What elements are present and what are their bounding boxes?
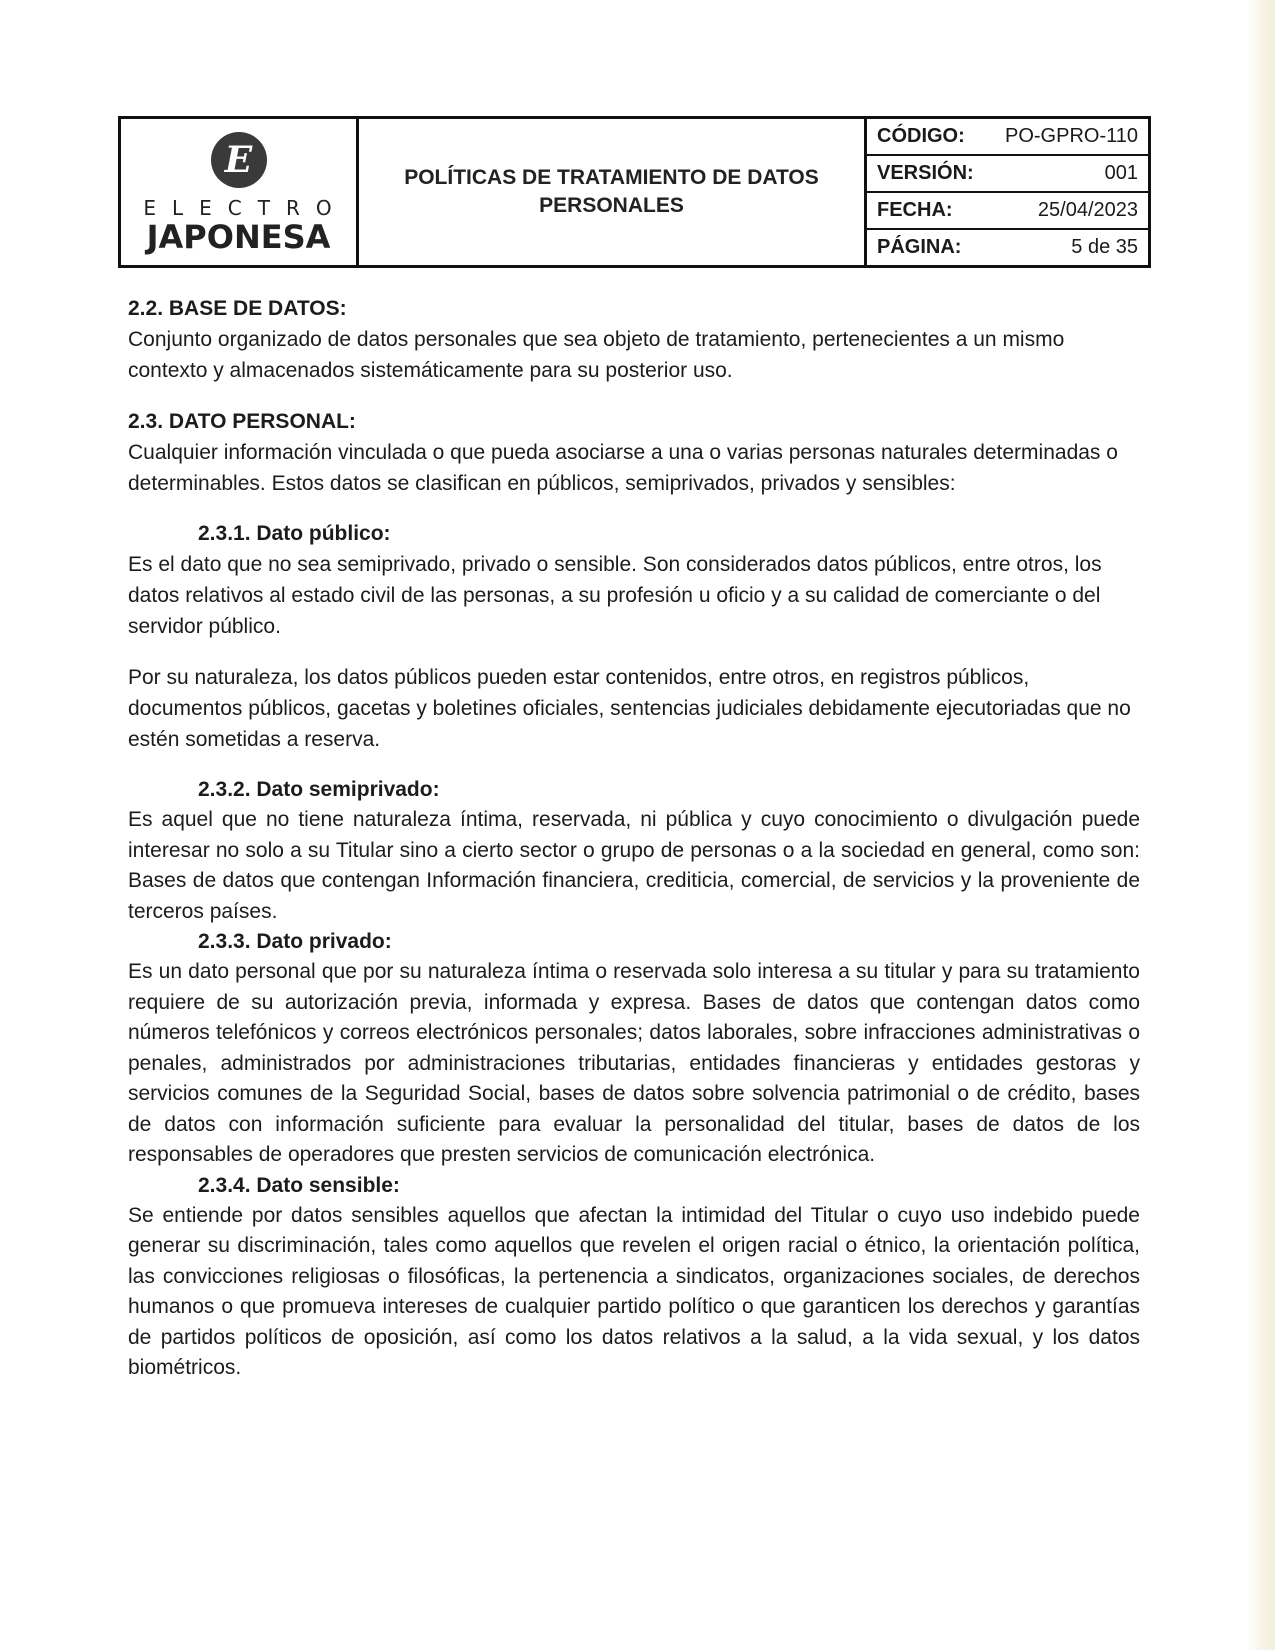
section-heading-2-3-1: 2.3.1. Dato público: (198, 522, 391, 545)
meta-version-row (867, 156, 1148, 193)
document-body (128, 293, 1140, 1384)
page-edge-tint (1247, 0, 1275, 1650)
section-text-2-3: Cualquier información vinculada o que pueda asociarse a una o varias personas naturales determinadas o determinables. Estos datos se clasifican en públicos, semiprivados, privados y sensibles: (128, 441, 1118, 495)
section-text-2-3-3: Es un dato personal que por su naturaleza íntima o reservada solo interesa a su titular y para su tratamiento requiere de su autorización previa, informada y expresa. Bases de datos que contengan datos como números telefónicos y correos electrónicos personales; datos laborales, sobre infracciones administrativas o penales, administrados por administraciones tributarias, entidades financieras y entidades gestoras y servicios comunes de la Seguridad Social, bases de datos sobre solvencia patrimonial o de crédito, bases de datos con información suficiente para evaluar la personalidad del titular, bases de datos de los responsables de operadores que presten servicios de comunicación electrónica. (128, 960, 1140, 1166)
logo-emblem: E (211, 132, 267, 188)
meta-value: 001 (1104, 162, 1138, 184)
section-heading-2-3-3: 2.3.3. Dato privado: (198, 930, 392, 953)
meta-label: CÓDIGO: (877, 125, 965, 147)
section-heading-2-2: 2.2. BASE DE DATOS: (128, 297, 347, 320)
meta-value: 25/04/2023 (1037, 199, 1138, 221)
section-heading-2-3: 2.3. DATO PERSONAL: (128, 410, 356, 433)
section-text-2-3-1-a: Es el dato que no sea semiprivado, privado o sensible. Son considerados datos públicos, entre otros, los datos relativos al estado civil de las personas, a su profesión u oficio y a su calidad de comerciante o del servidor público. (128, 553, 1102, 638)
logo-text-top: ELECTRO (143, 196, 348, 220)
meta-value: PO-GPRO-110 (1005, 125, 1138, 147)
section-heading-2-3-2: 2.3.2. Dato semiprivado: (198, 778, 440, 801)
meta-date-row (867, 193, 1148, 230)
meta-page-row (867, 230, 1148, 265)
meta-label: VERSIÓN: (877, 162, 974, 184)
document-header (118, 116, 1151, 268)
document-title: POLÍTICAS DE TRATAMIENTO DE DATOS PERSONALES (359, 119, 867, 265)
document-meta (867, 119, 1148, 265)
logo-text-bottom: JAPONESA (146, 218, 331, 256)
section-text-2-3-1-b: Por su naturaleza, los datos públicos pueden estar contenidos, entre otros, en registros públicos, documentos públicos, gacetas y boletines oficiales, sentencias judiciales debidamente ejecutoriadas que no estén sometidas a reserva. (128, 666, 1131, 751)
section-text-2-3-4: Se entiende por datos sensibles aquellos que afectan la intimidad del Titular o cuyo uso indebido puede generar su discriminación, tales como aquellos que revelen el origen racial o étnico, la orientación política, las convicciones religiosas o filosóficas, la pertenencia a sindicatos, organizaciones sociales, de derechos humanos o que promueva intereses de cualquier partido político o que garanticen los derechos y garantías de partidos políticos de oposición, así como los datos relativos a la salud, a la vida sexual, y los datos biométricos. (128, 1203, 1140, 1379)
meta-value: 5 de 35 (1071, 236, 1138, 258)
company-logo (121, 119, 359, 265)
meta-code-row (867, 119, 1148, 156)
meta-label: PÁGINA: (877, 236, 962, 258)
section-heading-2-3-4: 2.3.4. Dato sensible: (198, 1173, 400, 1197)
section-text-2-3-2: Es aquel que no tiene naturaleza íntima, reservada, ni pública y cuyo conocimiento o divulgación puede interesar no solo a su Titular sino a cierto sector o grupo de personas o a la sociedad en general, como son: Bases de datos que contengan Información financiera, crediticia, comercial, de servicios y la proveniente de terceros países. (128, 808, 1140, 923)
section-text-2-2: Conjunto organizado de datos personales que sea objeto de tratamiento, pertenecientes a un mismo contexto y almacenados sistemáticamente para su posterior uso. (128, 328, 1065, 382)
meta-label: FECHA: (877, 199, 953, 221)
